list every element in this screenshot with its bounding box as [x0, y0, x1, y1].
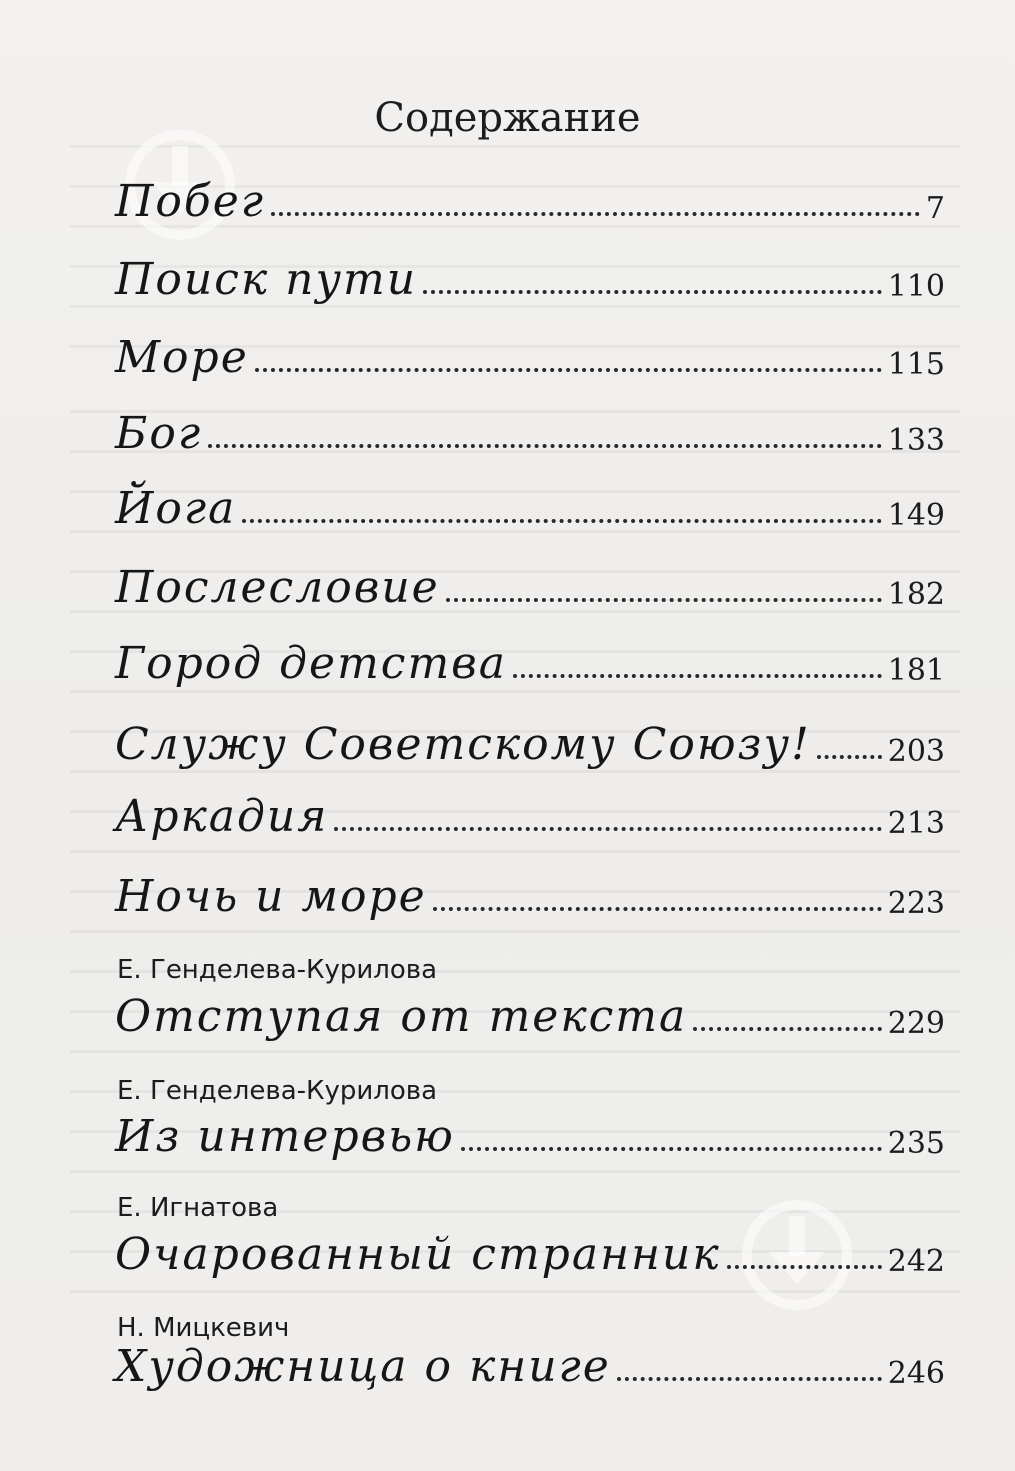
toc-entry-author: Е. Игнатова	[117, 1193, 279, 1223]
toc-entry[interactable]	[115, 1111, 945, 1162]
toc-entry-title: Ночь и море	[115, 871, 427, 922]
toc-entry[interactable]	[115, 719, 945, 770]
toc-entry[interactable]	[115, 176, 945, 227]
toc-entry-page: 223	[887, 886, 945, 921]
toc-entry-title: Поиск пути	[115, 254, 418, 305]
toc-entry[interactable]	[115, 791, 945, 842]
toc-entry-title: Художница о книге	[115, 1341, 611, 1392]
toc-entry-author: Е. Генделева-Курилова	[117, 955, 438, 985]
toc-entry-title: Йога	[115, 483, 237, 534]
toc-entry[interactable]	[115, 408, 945, 459]
toc-entry-title: Аркадия	[115, 791, 329, 842]
toc-entry[interactable]	[115, 1341, 945, 1392]
toc-entry-page: 181	[887, 653, 945, 688]
leader-dots	[513, 674, 882, 678]
toc-entry-page: 182	[887, 577, 945, 612]
toc-entry-title: Послесловие	[115, 562, 440, 613]
toc-heading: Содержание	[374, 95, 641, 141]
leader-dots	[446, 598, 882, 602]
toc-entry-page: 213	[887, 806, 945, 841]
leader-dots	[693, 1027, 882, 1031]
toc-entry-title: Побег	[115, 176, 265, 227]
leader-dots	[817, 755, 882, 759]
toc-entry[interactable]	[115, 254, 945, 305]
toc-entry-page: 203	[887, 734, 945, 769]
leader-dots	[242, 519, 881, 523]
leader-dots	[271, 212, 920, 216]
leader-dots	[617, 1377, 882, 1381]
toc-entry-page: 115	[887, 347, 945, 382]
toc-entry-page: 229	[887, 1006, 945, 1041]
leader-dots	[423, 290, 882, 294]
leader-dots	[433, 907, 882, 911]
toc-entry-author: Е. Генделева-Курилова	[117, 1076, 438, 1106]
toc-entry-page: 149	[887, 498, 945, 533]
toc-entry[interactable]	[115, 562, 945, 613]
toc-entry[interactable]	[115, 1229, 945, 1280]
toc-entry[interactable]	[115, 991, 945, 1042]
toc-entry-title: Город детства	[115, 638, 508, 689]
toc-entry[interactable]	[115, 638, 945, 689]
leader-dots	[334, 827, 881, 831]
toc-entry-title: Очарованный странник	[115, 1229, 721, 1280]
leader-dots	[461, 1147, 882, 1151]
toc-entry[interactable]	[115, 483, 945, 534]
toc-entry-title: Отступая от текста	[115, 991, 688, 1042]
toc-entry-page: 246	[887, 1356, 945, 1391]
leader-dots	[208, 444, 882, 448]
toc-entry-page: 110	[887, 269, 945, 304]
toc-entry[interactable]	[115, 332, 945, 383]
toc-entry-title: Бог	[115, 408, 203, 459]
toc-entry-page: 133	[887, 423, 945, 458]
toc-entry-page: 242	[887, 1244, 945, 1279]
toc-entry-author: Н. Мицкевич	[117, 1313, 290, 1343]
toc-entry-page: 235	[887, 1126, 945, 1161]
leader-dots	[255, 368, 882, 372]
toc-entry-page: 7	[925, 191, 945, 226]
toc-entry-title: Море	[115, 332, 249, 383]
toc-entry-title: Служу Советскому Союзу!	[115, 719, 811, 770]
leader-dots	[727, 1265, 882, 1269]
toc-entry-title: Из интервью	[115, 1111, 455, 1162]
toc-entry[interactable]	[115, 871, 945, 922]
